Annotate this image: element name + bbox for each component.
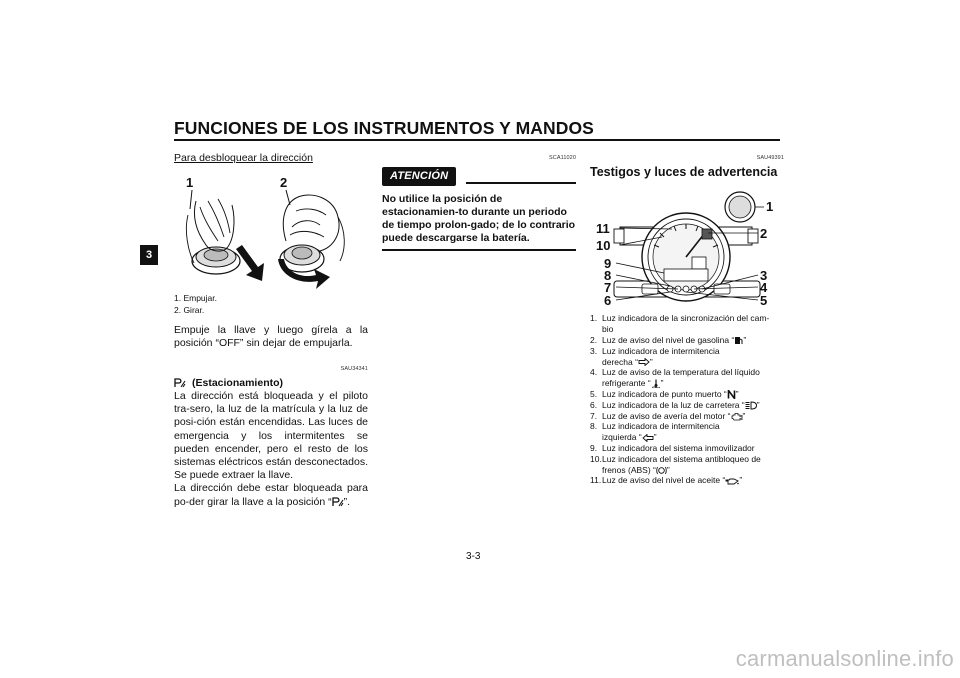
- title-rule: [174, 139, 780, 141]
- list-item: 7. Luz de aviso de avería del motor “ ”: [590, 410, 746, 421]
- attention-header: [382, 167, 576, 185]
- fuel-pump-icon: [734, 336, 743, 345]
- arrow-left-icon: [642, 434, 654, 442]
- list-item: 4. Luz de aviso de la temperatura del líquido refrigerante “ ”: [590, 367, 760, 389]
- attention-rule: [466, 182, 576, 184]
- column-attention: [382, 152, 576, 251]
- page-number: 3-3: [466, 551, 481, 562]
- list-item: 8. Luz indicadora de intermitencia izquierda “ ”: [590, 421, 720, 443]
- para-lock-text: La dirección debe estar bloqueada para po-der girar la llave a la posición “: [174, 482, 368, 508]
- chapter-tab: 3: [140, 245, 158, 265]
- caption-1: 1. Empujar.: [174, 293, 217, 304]
- column-indicators: [590, 152, 784, 486]
- callout-4: 4: [760, 280, 768, 296]
- callout-9: 9: [604, 256, 612, 272]
- attention-bottom-rule: [382, 249, 576, 251]
- para-lock-close: ”.: [343, 495, 350, 508]
- list-item: 11. Luz de aviso del nivel de aceite “ ”: [590, 475, 743, 486]
- para-push-turn: Empuje la llave y luego gírela a la posición “OFF” sin dejar de empujarla.: [174, 324, 368, 350]
- list-item: 3. Luz indicadora de intermitencia derecha “ ”: [590, 345, 720, 367]
- callout-1: 1: [766, 199, 774, 215]
- para-lock: [174, 482, 368, 508]
- neutral-n-icon: [727, 390, 736, 399]
- arrow-right-icon: [638, 358, 650, 366]
- attention-badge: ATENCIÓN: [382, 167, 456, 186]
- callout-6: 6: [604, 293, 612, 308]
- callout-3: 3: [760, 268, 768, 284]
- parking-p-icon: [332, 497, 344, 507]
- oil-can-icon: [725, 477, 739, 485]
- parking-p-icon: [174, 378, 186, 388]
- high-beam-icon: [745, 401, 757, 410]
- callout-11: 11: [596, 221, 610, 237]
- page-title: FUNCIONES DE LOS INSTRUMENTOS Y MANDOS: [174, 118, 594, 138]
- callout-1: 1: [186, 175, 194, 191]
- code-sau34341: SAU34341: [340, 365, 368, 372]
- list-item: 6. Luz indicadora de la luz de carretera “ ”: [590, 399, 760, 410]
- key-illustration: [174, 171, 368, 293]
- list-item: 5. Luz indicadora de punto muerto “ ”: [590, 388, 739, 399]
- callout-7: 7: [604, 280, 612, 296]
- callout-8: 8: [604, 268, 612, 284]
- caption-2: 2. Girar.: [174, 304, 205, 315]
- list-item: 2. Luz de aviso del nivel de gasolina “ ”: [590, 335, 747, 345]
- coolant-thermometer-icon: [651, 379, 661, 388]
- instrument-cluster-illustration: [590, 183, 784, 307]
- key-figure: [174, 171, 368, 293]
- engine-icon: [731, 412, 743, 421]
- column-steering: [174, 152, 368, 509]
- code-sau49391: SAU49391: [756, 155, 784, 161]
- callout-2: 2: [280, 175, 288, 191]
- code-sca11020: SCA11020: [549, 155, 576, 161]
- abs-icon: [656, 466, 667, 475]
- callout-2: 2: [760, 226, 768, 242]
- watermark-link[interactable]: carmanualsonline.info: [735, 646, 954, 671]
- parking-subheading-text: (Estacionamiento): [192, 376, 284, 389]
- list-item: 10. Luz indicadora del sistema antibloqueo de frenos (ABS) “ ”: [590, 453, 761, 475]
- callout-10: 10: [596, 238, 611, 254]
- list-item: 9. Luz indicadora del sistema inmovilizador: [590, 442, 755, 453]
- attention-text: No utilice la posición de estacionamien-to durante un periodo de tiempo prolon-gado; de lo contrario puede descargarse la batería.: [382, 193, 576, 244]
- callout-5: 5: [760, 293, 768, 308]
- indicator-list: [590, 313, 784, 486]
- list-item: 1. Luz indicadora de la sincronización del cam- bio: [590, 313, 770, 335]
- unlock-steering-heading: Para desbloquear la dirección: [174, 152, 313, 164]
- instrument-figure: [590, 183, 784, 307]
- parking-subheading: [174, 377, 368, 390]
- para-parking: La dirección está bloqueada y el piloto tra-sero, la luz de la matrícula y la luz de posi-ción están encendidas. Las luces de emergencia y los intermitentes se pueden encender, pero el resto de los sistemas eléctricos están desconectados. Se puede extraer la llave.: [174, 390, 368, 482]
- indicators-heading: Testigos y luces de advertencia: [590, 165, 778, 180]
